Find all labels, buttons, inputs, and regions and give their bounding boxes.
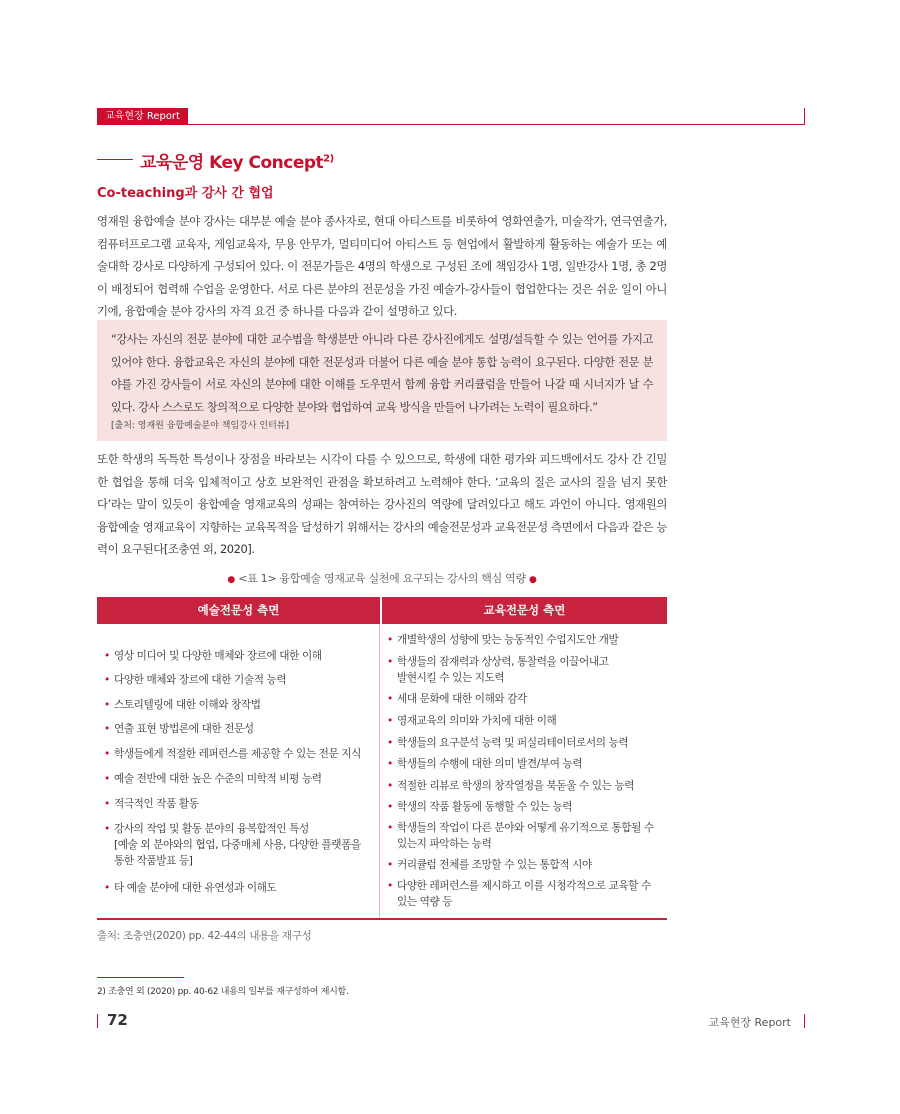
list-item: • 타 예술 분야에 대한 유연성과 이해도 [102,880,377,896]
table-header [97,597,667,624]
list-item: • 영재교육의 의미와 가치에 대한 이해 [385,713,667,729]
table-caption: ● <표 1> 융합예술 영재교육 실천에 요구되는 강사의 핵심 역량 ● [227,572,537,585]
page-number: 72 [107,1011,128,1029]
list-item: • 학생들에게 적절한 레퍼런스를 제공할 수 있는 전문 지식 [102,746,377,762]
footer-tick [804,1014,805,1028]
list-item: • 학생의 작품 활동에 동행할 수 있는 능력 [385,799,667,815]
list-item: • 예술 전반에 대한 높은 수준의 미학적 비평 능력 [102,771,377,787]
footnote-rule [97,977,184,978]
table-col-art [97,624,380,918]
page-number-tick [97,1014,98,1028]
list-item: • 세대 문화에 대한 이해와 감각 [385,691,667,707]
list-item: • 다양한 매체와 장르에 대한 기술적 능력 [102,672,377,688]
caption-dot-icon: ● [529,575,537,585]
list-item: • 적극적인 작품 활동 [102,796,377,812]
list-item: • 커리큘럼 전체를 조망할 수 있는 통합적 시야 [385,857,667,873]
header-tab: 교육현장 Report [97,108,188,125]
section-subtitle: Co-teaching과 강사 간 협업 [97,186,274,201]
quote-text: “강사는 자신의 전문 분야에 대한 교수법을 학생분만 아니라 다른 강사진에게도 설명/설득할 수 있는 언어를 가지고 있어야 한다. 융합교육은 자신의 분야에 대한 전문성과 더불어 다른 예술 분야 통합 능력이 요구된다. 다양한 전문 분야를 가진 강사들이 서로 자신의 분야에 대한 이해를 도우면서 함께 융합 커리큘럼을 만들어 나갈 때 시너지가 날 수 있다. 강사 스스로도 창의적으로 다양한 분야와 협업하여 교육 방식을 만들어 나가려는 노력이 필요하다.” [111,333,653,414]
list-item: • 학생들의 작업이 다른 분야와 어떻게 유기적으로 통합될 수 있는지 파악하는 능력 [385,820,667,852]
list-item: • 다양한 레퍼런스를 제시하고 이를 시청각적으로 교육할 수 있는 역량 등 [385,878,667,910]
list-item: • 연출 표현 방법론에 대한 전문성 [102,721,377,737]
list-item: • 영상 미디어 및 다양한 매체와 장르에 대한 이해 [102,648,377,664]
table-body [97,624,667,920]
table-source: 출처: 조충연(2020) pp. 42-44의 내용을 재구성 [97,930,312,942]
quote-source: [출처: 영재원 융합예술분야 책임강사 인터뷰] [111,421,289,431]
list-item: • 강사의 작업 및 활동 분야의 융복합적인 특성 [예술 외 분야와의 협업, 다중매체 사용, 다양한 플랫폼을 통한 작품발표 등] [102,821,377,869]
footer-label: 교육현장 Report [708,1016,791,1029]
footnote-ref: 2) [323,153,334,165]
list-item: • 학생들의 요구분석 능력 및 퍼실리테이터로서의 능력 [385,735,667,751]
list-item: • 스토리텔링에 대한 이해와 창작법 [102,697,377,713]
header-rule-tick [804,108,805,125]
section-title-line [97,159,133,160]
list-item: • 개별학생의 성향에 맞는 능동적인 수업지도안 개발 [385,632,667,648]
list-item: • 학생들의 잠재력과 상상력, 통찰력을 이끌어내고 발현시킬 수 있는 지도력 [385,654,667,686]
header-rule [97,124,805,125]
table-header-edu: 교육전문성 측면 [483,603,566,617]
list-item: • 적절한 리뷰로 학생의 창작열정을 북돋울 수 있는 능력 [385,778,667,794]
body-paragraph-2: 또한 학생의 독특한 특성이나 장점을 바라보는 시각이 다를 수 있으므로, 학생에 대한 평가와 피드백에서도 강사 간 긴밀한 협업을 통해 더욱 입체적이고 상호 보완적인 관점을 확보하려고 노력해야 한다. ‘교육의 질은 교사의 질을 넘지 못한다’라는 말이 있듯이 융합예술 영재교육의 성패는 참여하는 강사진의 역량에 달려있다고 해도 과언이 아니다. 영재원의 융합예술 영재교육이 지향하는 교육목적을 달성하기 위해서는 강사의 예술전문성과 교육전문성 측면에서 다음과 같은 능력이 요구된다[조충연 외, 2020]. [97,452,667,556]
caption-dot-icon: ● [227,575,235,585]
body-paragraph-1: 영재원 융합예술 분야 강사는 대부분 예술 분야 종사자로, 현대 아티스트를 비롯하여 영화연출가, 미술작가, 연극연출가, 컴퓨터프로그램 교육자, 게임교육자, 무용 안무가, 멀티미디어 아티스트 등 현업에서 활발하게 활동하는 예술가 또는 예술대학 강사로 다양하게 구성되어 있다. 이 전문가들은 4명의 학생으로 구성된 조에 책임강사 1명, 일반강사 1명, 총 2명이 배정되어 협력해 수업을 운영한다. 서로 다른 분야의 전문성을 가진 예술가-강사들이 협업한다는 것은 쉬운 일이 아니기에, 융합예술 분야 강사의 자격 요건 중 하나를 다음과 같이 설명하고 있다. [97,214,667,318]
list-item: • 학생들의 수행에 대한 의미 발견/부여 능력 [385,756,667,772]
quote-box [97,320,667,441]
table-header-art: 예술전문성 측면 [197,603,280,617]
section-title: 교육운영 Key Concept$^{2)}$ [140,153,334,173]
table-col-edu [380,624,667,918]
footnote: 2) 조충연 외 (2020) pp. 40-62 내용의 일부를 재구성하여 제시함. [97,987,349,997]
